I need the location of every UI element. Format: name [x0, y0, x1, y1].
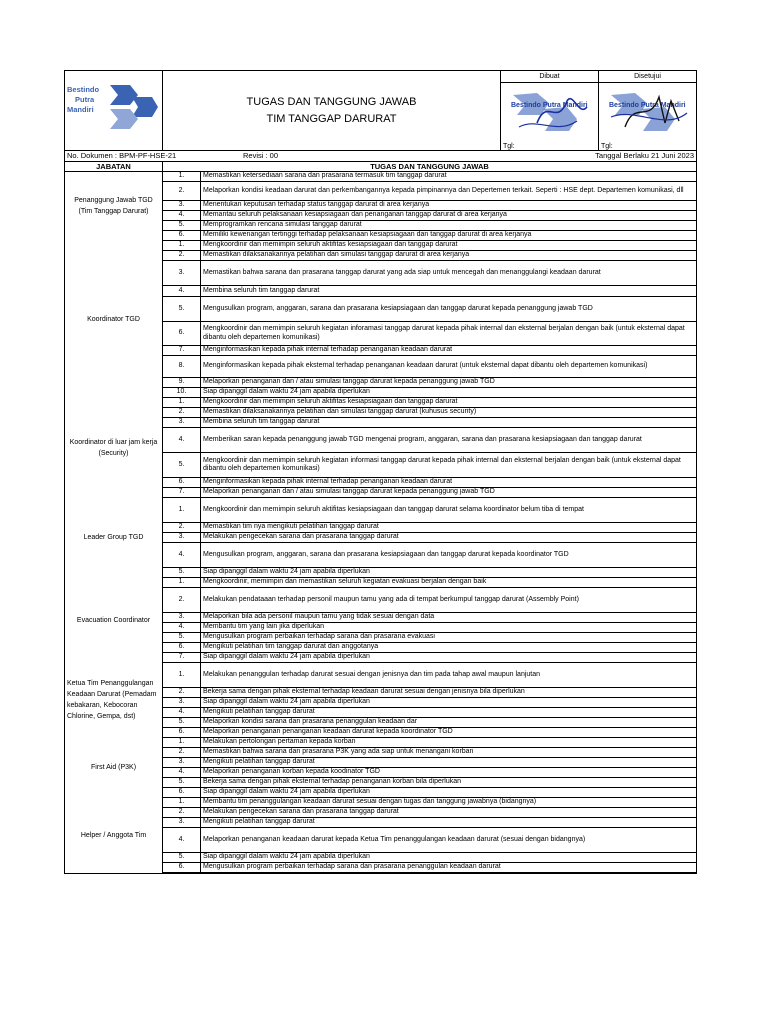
document-sheet: [64, 70, 697, 874]
task-number: 5.: [163, 853, 201, 863]
task-number: 2.: [163, 251, 201, 261]
task-text: Melaporkan bila ada personil maupun tamu yang tidak sesuai dengan data: [201, 613, 697, 623]
task-text: Memastikan ketersediaan sarana dan prasarana termasuk tim tanggap darurat: [201, 172, 697, 182]
task-number: 1.: [163, 663, 201, 688]
task-number: 2.: [163, 588, 201, 613]
signature-headers: [501, 71, 696, 83]
role-cell: Helper / Anggota Tim: [65, 798, 163, 873]
task-text: Mengikuti pelatihan tanggap darurat: [201, 758, 697, 768]
task-text: Melakukan pengecekan sarana dan prasarana tanggap darurat: [201, 808, 697, 818]
task-text: Siap dipanggil dalam waktu 24 jam apabila diperlukan: [201, 568, 697, 578]
task-number: 6.: [163, 863, 201, 873]
task-number: 8.: [163, 356, 201, 378]
task-text: Mengusulkan program, anggaran, sarana dan prasarana kesiapsiagaan dan tanggap darurat kepada koordinator TGD: [201, 543, 697, 568]
task-text: Menentukan keputusan terhadap status tanggap darurat di area kerjanya: [201, 201, 697, 211]
document-number: No. Dokumen : BPM-PF-HSE-21: [67, 151, 177, 160]
role-cell: Koordinator di luar jam kerja (Security): [65, 398, 163, 498]
task-number: 6.: [163, 788, 201, 798]
task-text: Siap dipanggil dalam waktu 24 jam apabila diperlukan: [201, 698, 697, 708]
task-text: Bekerja sama dengan pihak eksternal terhadap penanganan korban bila diperlukan: [201, 778, 697, 788]
task-number: 5.: [163, 568, 201, 578]
task-number: 2.: [163, 523, 201, 533]
task-number: 7.: [163, 488, 201, 498]
role-cell: Leader Group TGD: [65, 498, 163, 578]
dibuat-date-label: Tgl:: [503, 143, 515, 150]
task-number: 2.: [163, 808, 201, 818]
task-number: 3.: [163, 418, 201, 428]
task-number: 6.: [163, 322, 201, 346]
task-text: Mengkoordinir dan memimpin seluruh kegiatan informasi tanggap darurat kepada pihak internal dan eksternal berjalan dengan baik (untuk eksternal dapat dibantu oleh departemen komunikasi): [201, 453, 697, 478]
task-number: 3.: [163, 698, 201, 708]
task-text: Melaporkan penanganan korban kepada koodinator TGD: [201, 768, 697, 778]
table-row: [65, 663, 696, 688]
task-number: 10.: [163, 388, 201, 398]
task-number: 3.: [163, 201, 201, 211]
task-number: 4.: [163, 623, 201, 633]
dibuat-signature-box: [501, 83, 599, 150]
disetujui-label: Disetujui: [634, 73, 661, 80]
task-text: Mengkoordinir dan memimpin seluruh aktifitas kesiapsiagaan dan tanggap darurat: [201, 398, 697, 408]
task-number: 2.: [163, 182, 201, 201]
task-text: Siap dipanggil dalam waktu 24 jam apabila diperlukan: [201, 388, 697, 398]
signature-boxes: [501, 83, 696, 150]
task-number: 4.: [163, 708, 201, 718]
task-text: Siap dipanggil dalam waktu 24 jam apabila diperlukan: [201, 653, 697, 663]
task-text: Memastikan bahwa sarana dan prasarana P3K yang ada siap untuk menangani korban: [201, 748, 697, 758]
stamp-text: Bestindo Putra Mandiri: [609, 102, 686, 109]
duties-table: [65, 172, 696, 873]
task-text: Melakukan pendataaan terhadap personil maupun tamu yang ada di tempat berkumpul tanggap darurat (Assembly Point): [201, 588, 697, 613]
task-number: 4.: [163, 768, 201, 778]
task-text: Mengkoordinir, memimpin dan memastikan seluruh kegiatan evakuasi berjalan dengan baik: [201, 578, 697, 588]
logo-line: Mandiri: [67, 105, 94, 114]
task-number: 7.: [163, 653, 201, 663]
task-number: 1.: [163, 798, 201, 808]
task-number: 5.: [163, 718, 201, 728]
task-number: 2.: [163, 748, 201, 758]
task-number: 6.: [163, 728, 201, 738]
task-number: 6.: [163, 231, 201, 241]
task-text: Menginformasikan kepada pihak internal terhadap penanganan keadaan darurat: [201, 346, 697, 356]
task-text: Memastikan dilaksanakannya pelatihan dan simulasi tanggap darurat di area kerjanya: [201, 251, 697, 261]
tugas-header: TUGAS DAN TANGGUNG JAWAB: [370, 162, 489, 171]
task-number: 3.: [163, 818, 201, 828]
role-cell: Ketua Tim Penanggulangan Keadaan Darurat (Pemadam kebakaran, Kebocoran Chlorine, Gempa, dst): [65, 663, 163, 738]
task-text: Melaporkan kondisi sarana dan prasarana penanggulan keadaan dar: [201, 718, 697, 728]
task-number: 1.: [163, 241, 201, 251]
table-row: [65, 578, 696, 588]
task-text: Mengusulkan program, anggaran, sarana dan prasarana kesiapsiagaan dan tanggap darurat kepada penanggung jawab TGD: [201, 297, 697, 322]
task-text: Membina seluruh tim tanggap darurat: [201, 418, 697, 428]
dibuat-label: Dibuat: [501, 71, 599, 82]
task-number: 2.: [163, 688, 201, 698]
role-cell: Koordinator TGD: [65, 241, 163, 398]
task-text: Siap dipanggil dalam waktu 24 jam apabila diperlukan: [201, 853, 697, 863]
task-number: 5.: [163, 297, 201, 322]
document-header: [65, 71, 696, 151]
task-number: 7.: [163, 346, 201, 356]
task-text: Melakukan pertolongan pertaman kepada korban: [201, 738, 697, 748]
task-number: 1.: [163, 578, 201, 588]
task-number: 4.: [163, 428, 201, 453]
disetujui-signature-box: [599, 83, 696, 150]
task-number: 1.: [163, 172, 201, 182]
task-text: Bekerja sama dengan pihak eksternal terhadap keadaan darurat sesuai dengan jenisnya bila diperlukan: [201, 688, 697, 698]
task-text: Menginformasikan kepada pihak eksternal terhadap penanganan keadaan darurat (untuk eksternal dapat dibantu oleh departemen komunikasi): [201, 356, 697, 378]
task-number: 3.: [163, 613, 201, 623]
task-number: 6.: [163, 478, 201, 488]
task-text: Membantu tim penanggulangan keadaan darurat sesuai dengan tugas dan tanggung jawabnya (bidangnya): [201, 798, 697, 808]
disetujui-date-label: Tgl:: [601, 143, 613, 150]
logo-mark-icon: [108, 83, 158, 131]
company-logo: [65, 71, 163, 150]
logo-line: Bestindo: [67, 85, 100, 94]
role-cell: First Aid (P3K): [65, 738, 163, 798]
task-text: Melaporkan penanganan keadaan darurat kepada Ketua Tim penanggulangan keadaan darurat (sesuai dengan bidangnya): [201, 828, 697, 853]
task-text: Memiliki kewenangan tertinggi terhadap pelaksanaan kesiapsiagaan dan tanggap darurat di area kerjanya: [201, 231, 697, 241]
task-number: 5.: [163, 778, 201, 788]
task-number: 1.: [163, 498, 201, 523]
task-text: Mengusulkan program perbaikan terhadap sarana dan prasarana penanggulan keadaan darurat: [201, 863, 697, 873]
task-text: Melaporkan penanganan penanganan keadaan darurat kepada koordinator TGD: [201, 728, 697, 738]
task-text: Mengikuti pelatihan tanggap darurat: [201, 708, 697, 718]
title-line-2: TIM TANGGAP DARURAT: [266, 112, 397, 125]
task-text: Memastikan dilaksanakannya pelatihan dan simulasi tanggap darurat (kuhusus security): [201, 408, 697, 418]
task-number: 4.: [163, 211, 201, 221]
task-number: 5.: [163, 453, 201, 478]
revision: Revisi : 00: [243, 151, 279, 160]
task-text: Mengkoordinir dan memimpin seluruh aktifitas kesiapsiagaan dan tanggap darurat selama koordinator belum tiba di tempat: [201, 498, 697, 523]
title-line-1: TUGAS DAN TANGGUNG JAWAB: [246, 95, 417, 108]
task-text: Memastikan tim nya mengikuti pelatihan tanggap darurat: [201, 523, 697, 533]
task-number: 5.: [163, 633, 201, 643]
task-text: Memberikan saran kepada penanggung jawab TGD mengenai program, anggaran, sarana dan prasarana kesiapsiagaan dan tanggap darurat: [201, 428, 697, 453]
role-cell: Evacuation Coordinator: [65, 578, 163, 663]
table-row: [65, 798, 696, 808]
task-number: 9.: [163, 378, 201, 388]
table-row: [65, 738, 696, 748]
task-number: 3.: [163, 758, 201, 768]
table-row: [65, 241, 696, 251]
task-text: Melakukan pengecekan sarana dan prasarana tanggap darurat: [201, 533, 697, 543]
task-text: Mengkoordinir dan memimpin seluruh aktifitas kesiapsiagaan dan tanggap darurat: [201, 241, 697, 251]
logo-text: [67, 85, 99, 115]
task-text: Mengikuti pelatihan tim tanggap darurat dan anggotanya: [201, 643, 697, 653]
task-number: 4.: [163, 286, 201, 297]
table-row: [65, 398, 696, 408]
task-number: 5.: [163, 221, 201, 231]
stamp-signature-icon: [507, 87, 593, 139]
task-number: 1.: [163, 738, 201, 748]
task-number: 3.: [163, 533, 201, 543]
table-row: [65, 172, 696, 182]
column-headers: [65, 162, 696, 172]
task-number: 6.: [163, 643, 201, 653]
task-text: Mengikuti pelatihan tanggap darurat: [201, 818, 697, 828]
task-text: Mengkoordinir dan memimpin seluruh kegiatan inforamasi tanggap darurat kepada pihak internal dan eksternal berjalan dengan baik (untuk eksternal dapat dibantu oleh departemen komunikasi): [201, 322, 697, 346]
signature-block: [501, 71, 696, 150]
task-number: 2.: [163, 408, 201, 418]
task-text: Melaporkan kondisi keadaan darurat dan perkembangannya kepada pimpinannya dan Depertemen terkait. Seperti : HSE dept. Departemen komunikasi, dll: [201, 182, 697, 201]
jabatan-header: JABATAN: [65, 162, 163, 171]
document-title: [163, 71, 501, 150]
task-number: 1.: [163, 398, 201, 408]
table-row: [65, 498, 696, 523]
role-cell: Penanggung Jawab TGD (Tim Tanggap Darurat): [65, 172, 163, 241]
task-text: Membina seluruh tim tanggap darurat: [201, 286, 697, 297]
task-text: Siap dipanggil dalam waktu 24 jam apabila diperlukan: [201, 788, 697, 798]
task-text: Mengusulkan program perbaikan terhadap sarana dan prasarana evakuasi: [201, 633, 697, 643]
task-text: Membantu tim yang lain jika diperlukan: [201, 623, 697, 633]
task-text: Melaporkan penanganan dan / atau simulasi tanggap darurat kepada penanggung jawab TGD: [201, 488, 697, 498]
task-text: Memprogramkan rencana simulasi tanggap darurat: [201, 221, 697, 231]
task-number: 3.: [163, 261, 201, 286]
task-number: 4.: [163, 828, 201, 853]
task-text: Melaporkan penanganan dan / atau simulasi tanggap darurat kepada penanggung jawab TGD: [201, 378, 697, 388]
stamp-signature-icon: [605, 87, 691, 139]
logo-line: Putra: [75, 95, 95, 104]
task-number: 4.: [163, 543, 201, 568]
task-text: Melakukan penanggulan terhadap darurat sesuai dengan jenisnya dan tim pada tahap awal maupun lanjutan: [201, 663, 697, 688]
valid-date: Tanggal Berlaku 21 Juni 2023: [595, 151, 694, 160]
document-info-row: [65, 151, 696, 162]
task-text: Menginformasikan kepada pihak internal terhadap penanganan keadaan darurat: [201, 478, 697, 488]
stamp-text: Bestindo Putra Mandiri: [511, 102, 588, 109]
task-text: Memastikan bahwa sarana dan prasarana tanggap darurat yang ada siap untuk mencegah dan menanggulangi keadaan darurat: [201, 261, 697, 286]
task-text: Memantau seluruh pelaksanaan kesiapsiagaan dan penanganan tanggap darurat di area kerjanya: [201, 211, 697, 221]
